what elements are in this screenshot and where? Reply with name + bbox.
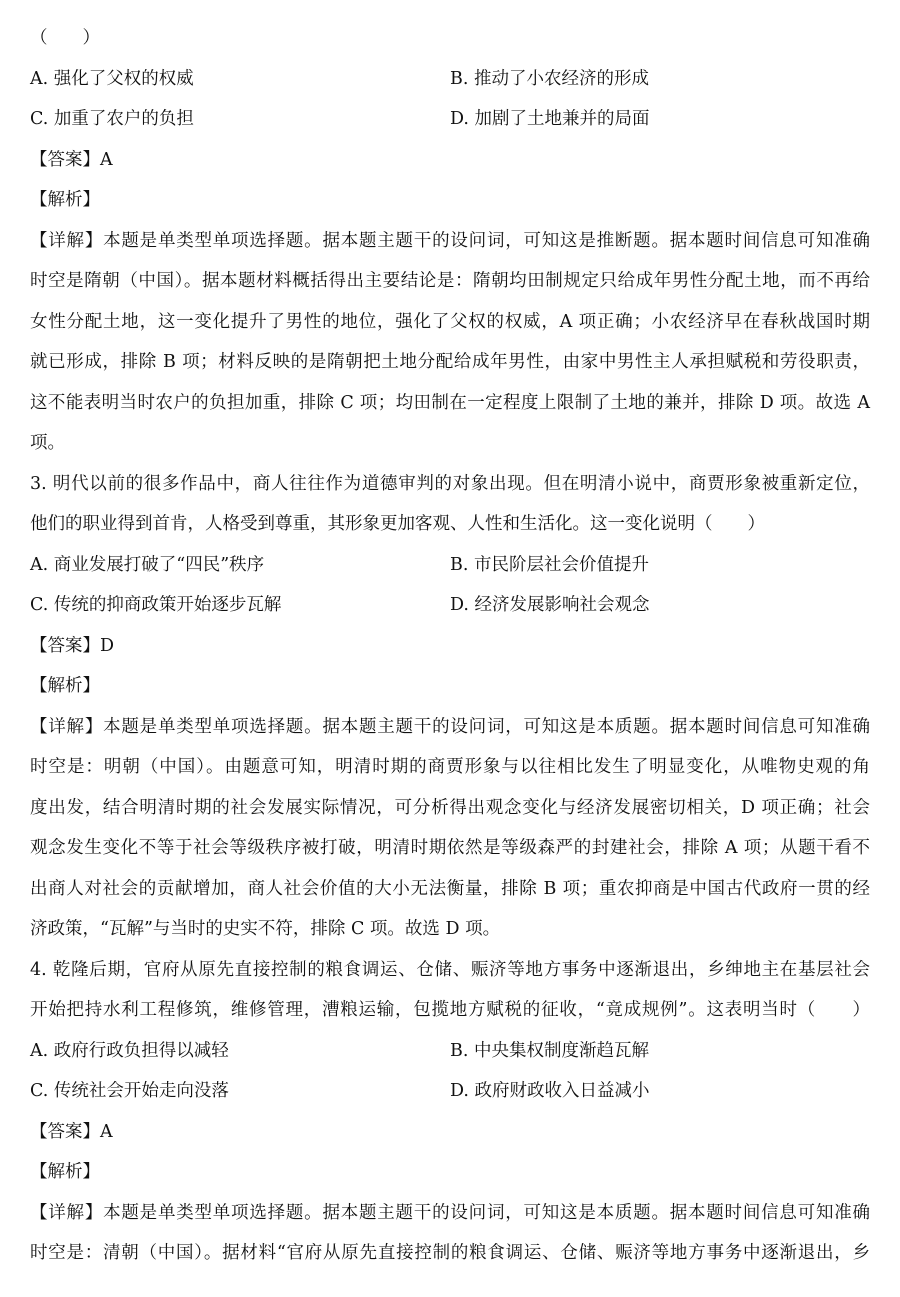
q2-detail-line: 就已形成，排除 B 项；材料反映的是隋朝把土地分配给成年男性，由家中男性主人承担赋税和劳役职责， [30, 352, 870, 372]
q2-analysis-label: 【解析】 [30, 190, 100, 210]
q3-answer: 【答案】D [30, 636, 115, 656]
q4-option-d: D. 政府财政收入日益减小 [450, 1081, 650, 1101]
q2-detail-line: 时空是隋朝（中国）。据本题材料概括得出主要结论是：隋朝均田制规定只给成年男性分配土地，而不再给 [30, 271, 870, 291]
q3-option-a: A. 商业发展打破了“四民”秩序 [30, 555, 265, 575]
q2-detail-line: 项。 [30, 433, 65, 453]
q2-stem-tail: （ ） [30, 28, 100, 48]
q2-option-d: D. 加剧了土地兼并的局面 [450, 109, 650, 129]
q4-detail-line: 时空是：清朝（中国）。据材料“官府从原先直接控制的粮食调运、仓储、赈济等地方事务中逐渐退出，乡 [30, 1243, 870, 1263]
q4-stem-line: 开始把持水利工程修筑，维修管理，漕粮运输，包揽地方赋税的征收，“竟成规例”。这表明当时（ ） [30, 1000, 870, 1020]
q4-detail-line: 【详解】本题是单类型单项选择题。据本题主题干的设问词，可知这是本质题。据本题时间信息可知准确 [30, 1203, 870, 1223]
q2-answer: 【答案】A [30, 150, 113, 170]
q2-option-a: A. 强化了父权的权威 [30, 69, 194, 89]
q4-option-b: B. 中央集权制度渐趋瓦解 [450, 1041, 649, 1061]
q3-detail-line: 度出发，结合明清时期的社会发展实际情况，可分析得出观念变化与经济发展密切相关，D 项正确；社会 [30, 798, 870, 818]
q3-stem-line: 3. 明代以前的很多作品中，商人往往作为道德审判的对象出现。但在明清小说中，商贾形象被重新定位， [30, 474, 870, 494]
q3-detail-line: 济政策，“瓦解”与当时的史实不符，排除 C 项。故选 D 项。 [30, 919, 501, 939]
q3-option-b: B. 市民阶层社会价值提升 [450, 555, 649, 575]
q3-analysis-label: 【解析】 [30, 676, 100, 696]
q4-answer: 【答案】A [30, 1122, 113, 1142]
q2-detail-line: 【详解】本题是单类型单项选择题。据本题主题干的设问词，可知这是推断题。据本题时间信息可知准确 [30, 231, 870, 251]
q2-detail-line: 女性分配土地，这一变化提升了男性的地位，强化了父权的权威，A 项正确；小农经济早在春秋战国时期 [30, 312, 870, 332]
q4-stem-line: 4. 乾隆后期，官府从原先直接控制的粮食调运、仓储、赈济等地方事务中逐渐退出，乡绅地主在基层社会 [30, 960, 870, 980]
q3-detail-line: 时空是：明朝（中国）。由题意可知，明清时期的商贾形象与以往相比发生了明显变化，从唯物史观的角 [30, 757, 870, 777]
q3-detail-line: 出商人对社会的贡献增加，商人社会价值的大小无法衡量，排除 B 项；重农抑商是中国古代政府一贯的经 [30, 879, 870, 899]
q4-analysis-label: 【解析】 [30, 1162, 100, 1182]
q3-stem-line: 他们的职业得到首肯，人格受到尊重，其形象更加客观、人性和生活化。这一变化说明（ ） [30, 514, 765, 534]
q2-detail-line: 这不能表明当时农户的负担加重，排除 C 项；均田制在一定程度上限制了土地的兼并，排除 D 项。故选 A [30, 393, 870, 413]
q2-option-b: B. 推动了小农经济的形成 [450, 69, 649, 89]
q3-option-c: C. 传统的抑商政策开始逐步瓦解 [30, 595, 282, 615]
q4-option-c: C. 传统社会开始走向没落 [30, 1081, 229, 1101]
q4-option-a: A. 政府行政负担得以减轻 [30, 1041, 229, 1061]
q3-option-d: D. 经济发展影响社会观念 [450, 595, 650, 615]
q3-detail-line: 观念发生变化不等于社会等级秩序被打破，明清时期依然是等级森严的封建社会，排除 A 项；从题干看不 [30, 838, 870, 858]
q3-detail-line: 【详解】本题是单类型单项选择题。据本题主题干的设问词，可知这是本质题。据本题时间信息可知准确 [30, 717, 870, 737]
q2-option-c: C. 加重了农户的负担 [30, 109, 194, 129]
